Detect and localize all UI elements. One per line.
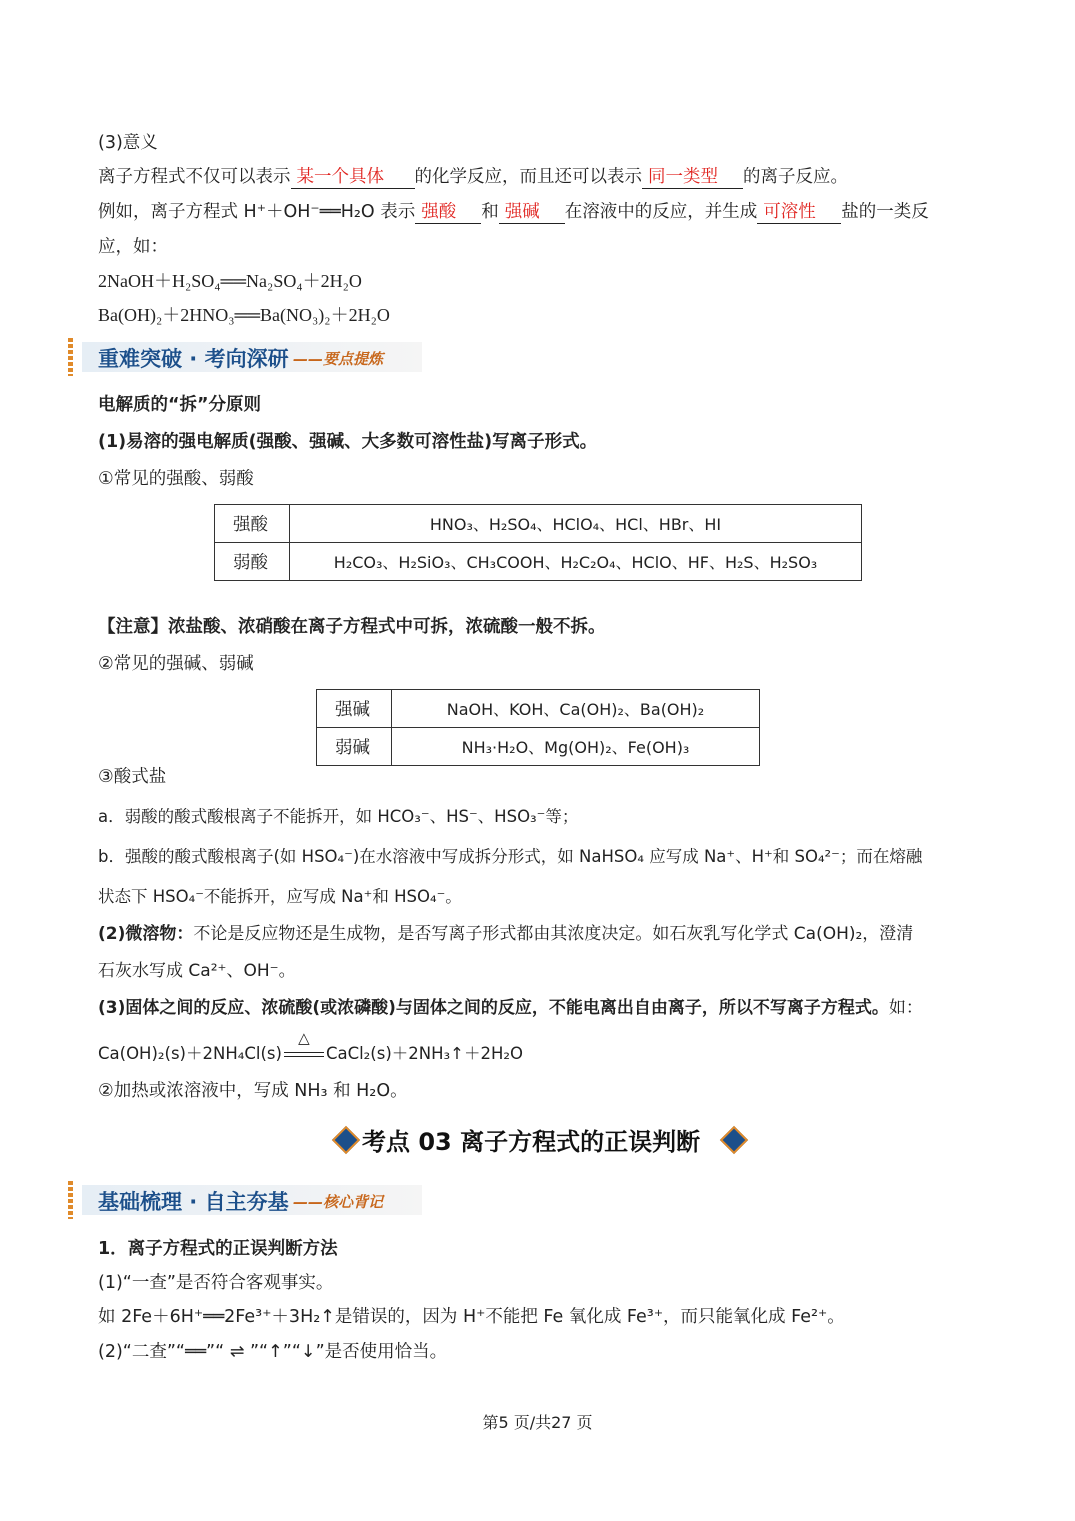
equation-naoh: 2NaOH＋H₂SO₄══Na₂SO₄＋2H₂O: [98, 271, 362, 291]
page-footer: 第5 页/共27 页: [482, 1413, 593, 1432]
blank-strong-acid: 强酸: [415, 201, 481, 224]
bases-heading: ②常见的强碱、弱碱: [98, 654, 254, 674]
meaning-line-2: 例如，离子方程式 H⁺＋OH⁻══H₂O 表示 强酸 和 强碱 在溶液中的反应，并生成 可溶性 盐的一类反: [98, 202, 929, 222]
blank-strong-base: 强碱: [499, 201, 565, 224]
topic-banner: [326, 1122, 751, 1156]
heat-arrow: [282, 1029, 326, 1065]
heat-note: ②加热或浓溶液中，写成 NH₃ 和 H₂O。: [98, 1081, 408, 1101]
heat-symbol-icon: △: [298, 1029, 310, 1047]
topic-title: 考点 03 离子方程式的正误判断: [362, 1128, 701, 1156]
acid-label-strong: 强酸: [215, 505, 290, 543]
judge-title: 1．离子方程式的正误判断方法: [98, 1239, 338, 1259]
judge-check-1-example: 如 2Fe＋6H⁺══2Fe³⁺＋3H₂↑是错误的，因为 H⁺不能把 Fe 氧化成 Fe³⁺，而只能氧化成 Fe²⁺。: [98, 1307, 845, 1327]
judge-check-2: (2)“二查”“══”“ ⇌ ”“↑”“↓”是否使用恰当。: [98, 1342, 448, 1362]
rule-2: (2)微溶物：不论是反应物还是生成物，是否写离子形式都由其浓度决定。如石灰乳写化学式 Ca(OH)₂，澄清: [98, 924, 914, 944]
rule-2-cont: 石灰水写成 Ca²⁺、OH⁻。: [98, 961, 296, 981]
blank-class: 同一类型: [642, 166, 743, 189]
diamond-left-icon: [332, 1126, 360, 1154]
note-line: 【注意】浓盐酸、浓硝酸在离子方程式中可拆，浓硫酸一般不拆。: [98, 617, 606, 637]
base-label-weak: 弱碱: [317, 728, 392, 766]
acid-salt-b-2: 状态下 HSO₄⁻不能拆开，应写成 Na⁺和 HSO₄⁻。: [98, 887, 462, 906]
acids-heading: ①常见的强酸、弱酸: [98, 469, 254, 489]
judge-check-1: (1)“一查”是否符合客观事实。: [98, 1273, 334, 1293]
meaning-heading: (3)意义: [98, 133, 158, 153]
split-title: 电解质的“拆”分原则: [98, 395, 262, 415]
table-row: [317, 728, 760, 766]
section-header-basics: [68, 1181, 423, 1219]
blank-specific: 某一个具体: [291, 166, 415, 189]
base-value-weak: NH₃·H₂O、Mg(OH)₂、Fe(OH)₃: [392, 728, 760, 766]
section-title: 基础梳理 · 自主夯基: [98, 1190, 289, 1214]
header-bar-decoration: [68, 1181, 73, 1219]
acid-salt-heading: ③酸式盐: [98, 767, 167, 787]
base-value-strong: NaOH、KOH、Ca(OH)₂、Ba(OH)₂: [392, 690, 760, 728]
split-rule-1: (1)易溶的强电解质(强酸、强碱、大多数可溶性盐)写离子形式。: [98, 432, 598, 452]
table-row: [317, 690, 760, 728]
table-row: [215, 543, 862, 581]
blank-soluble: 可溶性: [757, 201, 841, 224]
section-tag: ——要点提炼: [293, 350, 384, 368]
section-header-key-points: [68, 338, 423, 376]
equation-baoh2: Ba(OH)₂＋2HNO₃══Ba(NO₃)₂＋2H₂O: [98, 305, 390, 325]
section-title: 重难突破 · 考向深研: [98, 347, 289, 371]
rule-3: (3)固体之间的反应、浓硫酸(或浓磷酸)与固体之间的反应，不能电离出自由离子，所以不写离子方程式。如：: [98, 998, 923, 1018]
section-tag: ——核心背记: [293, 1193, 384, 1211]
acid-value-strong: HNO₃、H₂SO₄、HClO₄、HCl、HBr、HI: [290, 505, 862, 543]
base-label-strong: 强碱: [317, 690, 392, 728]
diamond-right-icon: [720, 1126, 748, 1154]
acid-salt-a: a．弱酸的酸式酸根离子不能拆开，如 HCO₃⁻、HS⁻、HSO₃⁻等；: [98, 807, 579, 826]
acid-value-weak: H₂CO₃、H₂SiO₃、CH₃COOH、H₂C₂O₄、HClO、HF、H₂S、H₂SO₃: [290, 543, 862, 581]
table-row: [215, 505, 862, 543]
acid-table: [214, 504, 862, 581]
base-table: [316, 689, 760, 766]
header-bar-decoration: [68, 338, 73, 376]
meaning-line-1: 离子方程式不仅可以表示 某一个具体 的化学反应，而且还可以表示 同一类型 的离子反应。: [98, 167, 848, 187]
acid-label-weak: 弱酸: [215, 543, 290, 581]
heat-equation: Ca(OH)₂(s)＋2NH₄Cl(s) △ CaCl₂(s)＋2NH₃↑＋2H₂O: [98, 1029, 523, 1063]
acid-salt-b-1: b．强酸的酸式酸根离子(如 HSO₄⁻)在水溶液中写成拆分形式，如 NaHSO₄ 应写成 Na⁺、H⁺和 SO₄²⁻；而在熔融: [98, 847, 923, 866]
meaning-line-3: 应，如：: [98, 237, 168, 257]
